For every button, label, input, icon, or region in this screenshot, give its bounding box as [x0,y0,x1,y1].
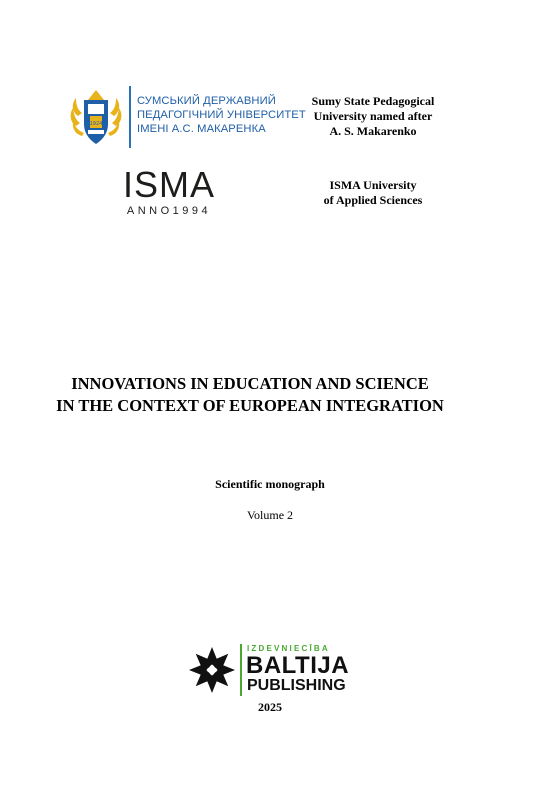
university-name-line-2: University named after [313,109,433,123]
university-name-english [298,94,448,139]
isma-logo-mark: ISMA [122,164,215,205]
title-line-1: INNOVATIONS IN EDUCATION AND SCIENCE [71,374,429,393]
university-logo-text [137,94,306,136]
isma-name [298,178,448,208]
baltija-star-icon [188,646,236,694]
publisher-label-bottom: PUBLISHING [247,677,346,694]
isma-name-line-1: ISMA University [329,178,417,192]
university-logo-divider [129,86,131,148]
publisher-label-main: BALTIJA [246,652,350,679]
university-logo-line-2: ПЕДАГОГІЧНИЙ УНІВЕРСИТЕТ [137,109,306,121]
volume-label: Volume 2 [246,508,294,522]
monograph-title [0,373,500,417]
publication-year: 2025 [258,700,282,714]
publisher-label-top: IZDEVNIECĪBA [247,644,330,653]
isma-name-line-2: of Applied Sciences [323,193,423,207]
monograph-subtitle: Scientific monograph [215,477,325,491]
university-logo-line-3: ІМЕНІ А.С. МАКАРЕНКА [137,123,266,135]
publisher-logo-divider [240,644,242,696]
university-logo-line-1: СУМСЬКИЙ ДЕРЖАВНИЙ [137,95,276,107]
university-name-line-3: A. S. Makarenko [329,124,417,138]
university-name-line-1: Sumy State Pedagogical [311,94,435,108]
title-line-2: IN THE CONTEXT OF EUROPEAN INTEGRATION [56,396,444,415]
university-crest-icon [68,86,124,150]
crest-year: 1924 [89,121,103,127]
isma-logo-anno: ANNO1994 [126,205,212,217]
